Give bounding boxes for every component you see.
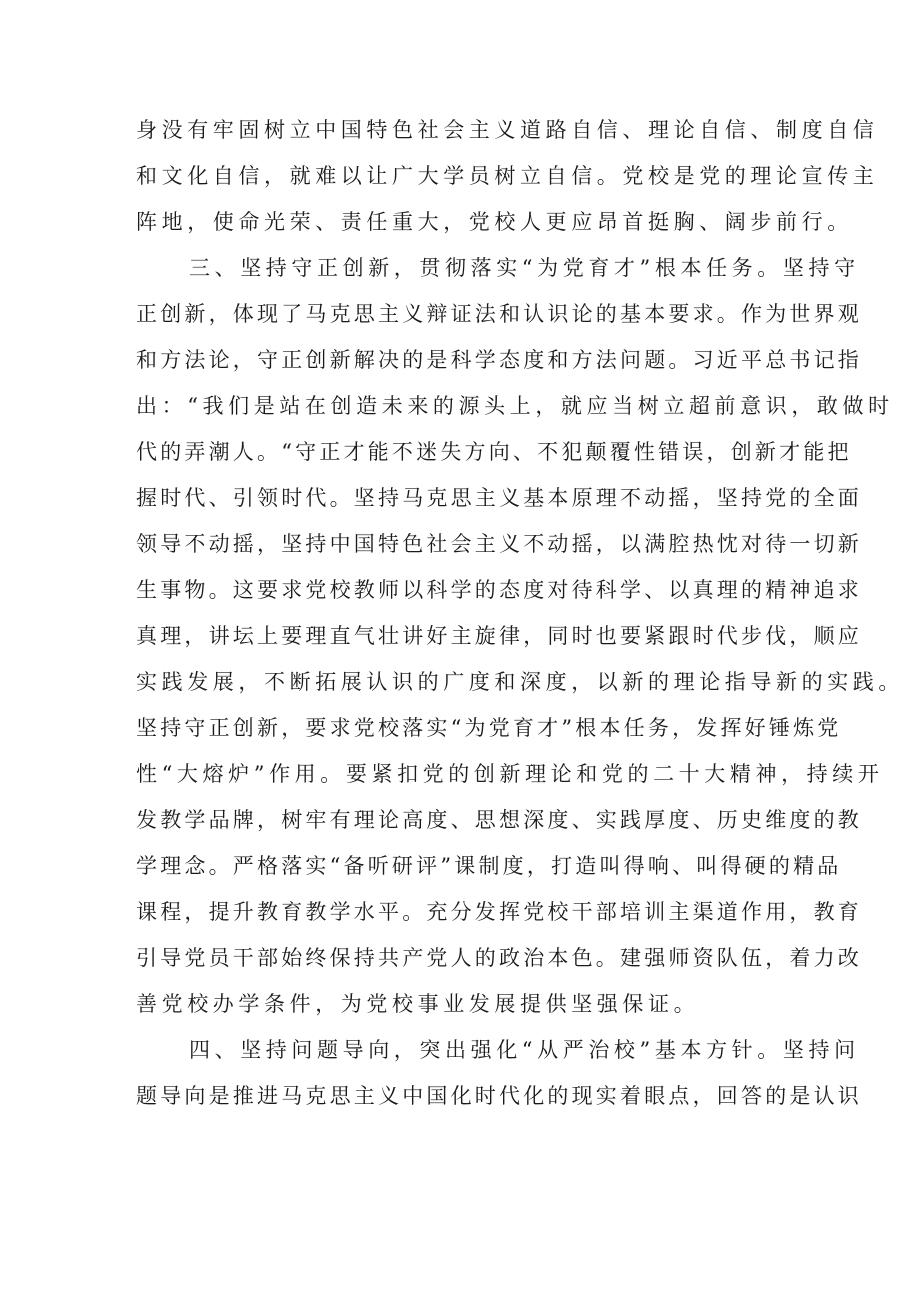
section-heading-line: 三、坚持守正创新，贯彻落实“为党育才”根本任务。坚持守	[189, 256, 860, 280]
text-line: 领导不动摇，坚持中国特色社会主义不动摇，以满腔热忱对待一切新	[136, 532, 862, 556]
text-line: 阵地，使命光荣、责任重大，党校人更应昂首挺胸、阔步前行。	[136, 210, 853, 234]
text-line: 和文化自信，就难以让广大学员树立自信。党校是党的理论宣传主	[136, 164, 879, 188]
section-heading-line: 四、坚持问题导向，突出强化“从严治校”基本方针。坚持问	[189, 1038, 860, 1062]
document-body	[136, 107, 904, 1119]
text-line: 握时代、引领时代。坚持马克思主义基本原理不动摇，坚持党的全面	[136, 486, 862, 510]
text-line: 发教学品牌，树牢有理论高度、思想深度、实践厚度、历史维度的教	[136, 808, 862, 832]
text-line: 实践发展，不断拓展认识的广度和深度，以新的理论指导新的实践。	[136, 670, 904, 694]
paragraph-section-3	[136, 245, 904, 1027]
paragraph-continuation	[136, 107, 879, 245]
text-line: 学理念。严格落实“备听研评”课制度，打造叫得响、叫得硬的精品	[136, 854, 842, 878]
text-line: 善党校办学条件，为党校事业发展提供坚强保证。	[136, 992, 700, 1016]
text-line: 和方法论，守正创新解决的是科学态度和方法问题。习近平总书记指	[136, 348, 862, 372]
text-line: 生事物。这要求党校教师以科学的态度对待科学、以真理的精神追求	[136, 578, 862, 602]
text-line: 引导党员干部始终保持共产党人的政治本色。建强师资队伍，着力改	[136, 946, 862, 970]
text-line: 正创新，体现了马克思主义辩证法和认识论的基本要求。作为世界观	[136, 302, 862, 326]
text-line: 题导向是推进马克思主义中国化时代化的现实着眼点，回答的是认识	[136, 1084, 862, 1108]
text-line: 出：“我们是站在创造未来的源头上，就应当树立超前意识，敢做时	[136, 394, 894, 418]
text-line: 性“大熔炉”作用。要紧扣党的创新理论和党的二十大精神，持续开	[136, 762, 884, 786]
text-line: 代的弄潮人。“守正才能不迷失方向、不犯颠覆性错误，创新才能把	[136, 440, 852, 464]
text-line: 身没有牢固树立中国特色社会主义道路自信、理论自信、制度自信	[136, 118, 879, 142]
text-line: 真理，讲坛上要理直气壮讲好主旋律，同时也要紧跟时代步伐，顺应	[136, 624, 862, 648]
paragraph-section-4	[136, 1027, 862, 1119]
text-line: 坚持守正创新，要求党校落实“为党育才”根本任务，发挥好锤炼党	[136, 716, 842, 740]
text-line: 课程，提升教育教学水平。充分发挥党校干部培训主渠道作用，教育	[136, 900, 862, 924]
